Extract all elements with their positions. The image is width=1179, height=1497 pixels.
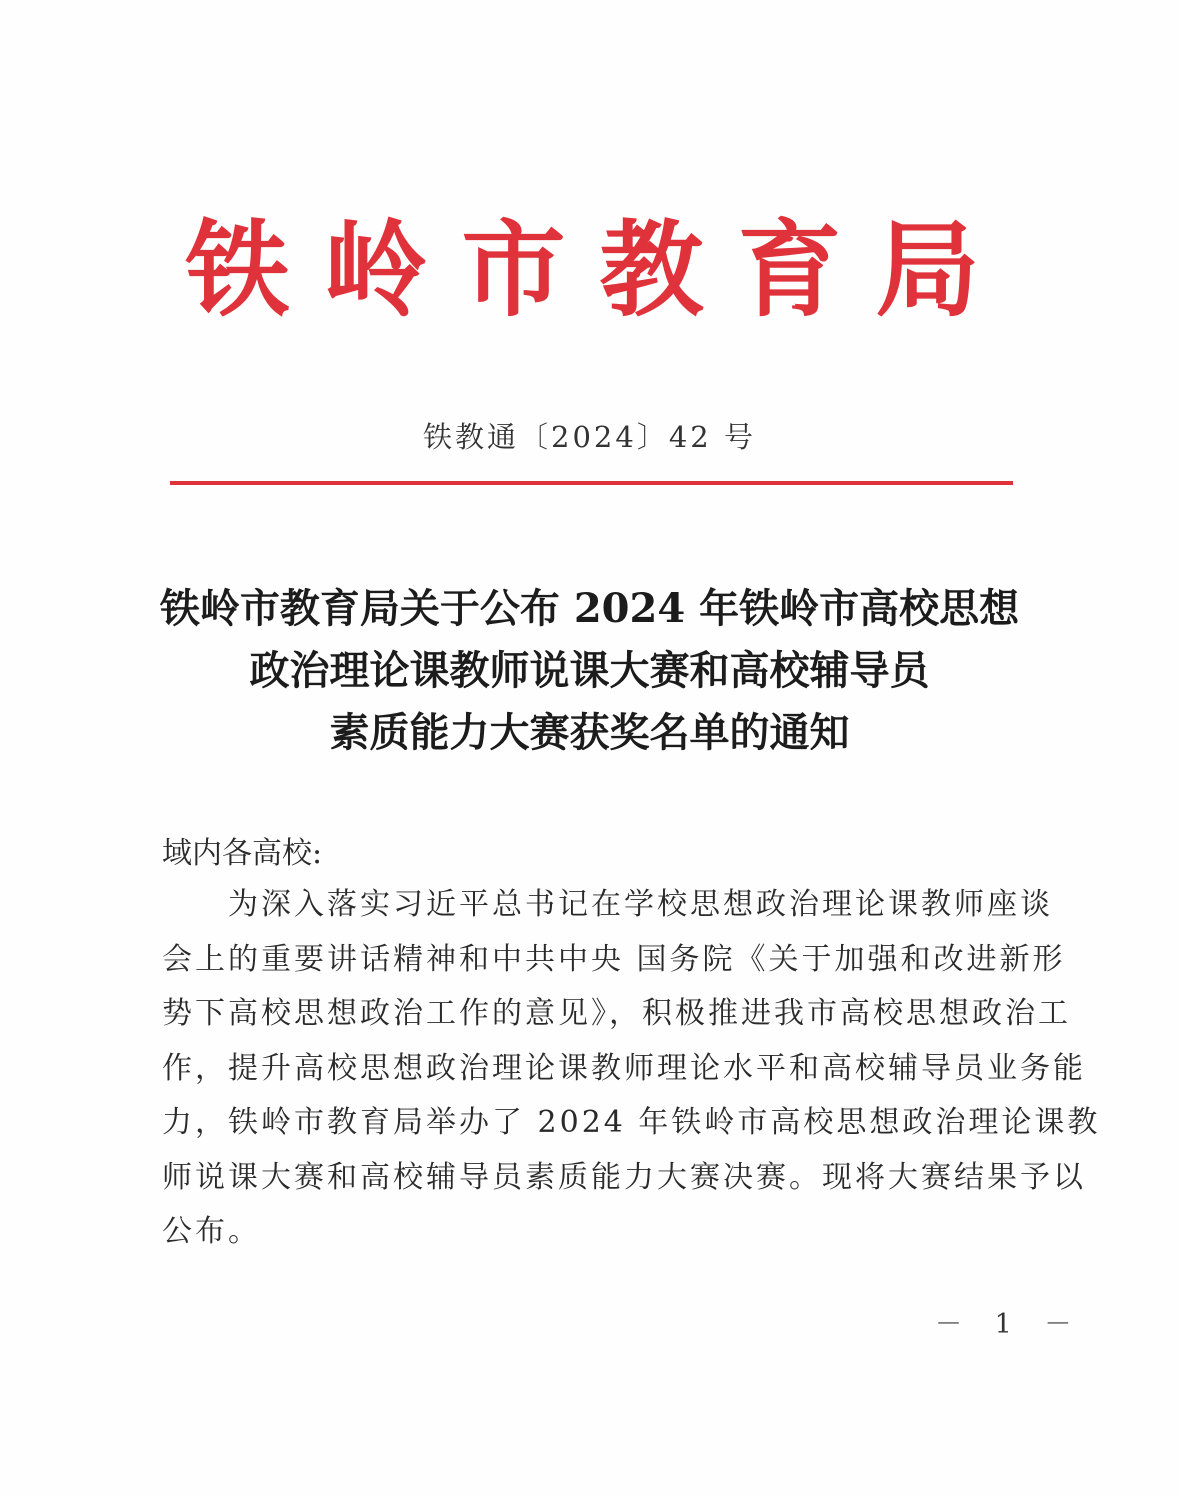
body-line: 作，提升高校思想政治理论课教师理论水平和高校辅导员业务能 xyxy=(162,1050,1086,1086)
red-divider-line xyxy=(170,481,1013,485)
document-title xyxy=(120,578,1059,764)
body-line: 师说课大赛和高校辅导员素质能力大赛决赛。现将大赛结果予以 xyxy=(162,1159,1086,1195)
body-line: 为深入落实习近平总书记在学校思想政治理论课教师座谈 xyxy=(162,887,1053,922)
document-number: 铁教通〔2024〕42 号 xyxy=(423,420,756,454)
title-line: 素质能力大赛获奖名单的通知 xyxy=(329,709,850,756)
issuing-organization-header: 铁岭市教育局 xyxy=(185,208,1014,331)
body-line: 力，铁岭市教育局举办了 2024 年铁岭市高校思想政治理论课教 xyxy=(162,1105,1101,1140)
salutation: 域内各高校: xyxy=(162,836,323,871)
body-paragraph xyxy=(162,878,1101,1260)
body-line: 会上的重要讲话精神和中共中央 国务院《关于加强和改进新形 xyxy=(162,941,1066,977)
page-number: － 1 － xyxy=(935,1309,1084,1340)
title-line: 政治理论课教师说课大赛和高校辅导员 xyxy=(249,647,930,694)
body-line: 公布。 xyxy=(162,1214,261,1249)
title-line: 铁岭市教育局关于公布 2024 年铁岭市高校思想 xyxy=(159,585,1020,632)
body-line: 势下高校思想政治工作的意见》，积极推进我市高校思想政治工 xyxy=(162,996,1071,1031)
